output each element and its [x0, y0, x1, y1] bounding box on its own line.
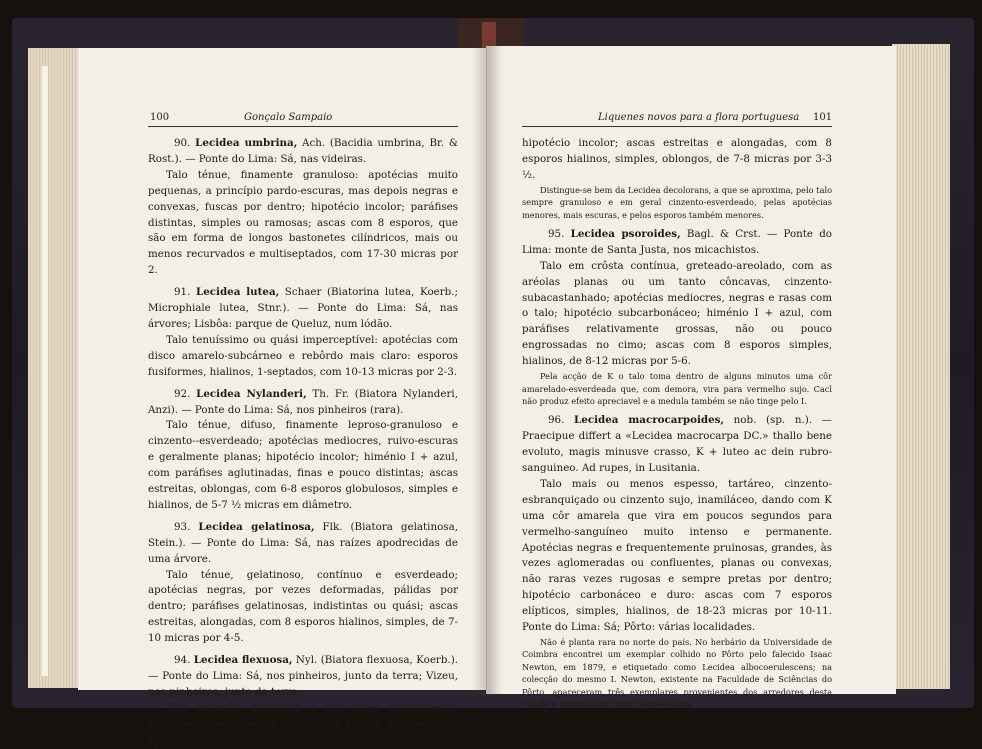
note-herbarium [522, 636, 832, 710]
entry-93-description: Talo ténue, gelatinoso, contínuo e esverdeado; apotécias negras, por vezes deformadas, pálidas por dentro; paráfises gelatinosas, indistintas ou quási; ascas estreitas, alongadas, com 8 esporos hialinos, simples, de 7-10 micras por 4-5. [148, 568, 458, 645]
entry-number: 90. [174, 137, 191, 149]
left-page-number: 100 [150, 112, 170, 123]
entry-number: 93. [174, 520, 191, 533]
right-header-rule [522, 126, 832, 127]
entry-details: Bagl. & Crst. — Ponte do Lima: monte de Santa Justa, nos micachistos. [522, 227, 832, 256]
left-running-head: Gonçalo Sampaio [244, 112, 333, 123]
entry-95-description: Talo em crôsta contínua, greteado-areolado, com as aréolas planas ou um tanto côncavas, cinzento-subacastanhado; apotécias mediocres, negras e rasas com o talo; hipotécio subcarbonáceo; himénio I + azul, com paráfises relativamente grossas, não ou pouco engrossadas no cimo; ascas com 8 esporos simples, hialinos, de 8-12 micras por 5-6. [522, 259, 832, 368]
species-name: Lecidea flexuosa, [193, 654, 293, 667]
left-header-rule [148, 126, 458, 127]
entry-details: Nyl. (Biatora flexuosa, Koerb.). — Ponte do Lima: Sá, nos pinheiros, junto da terra; Vizeu, nos pinheiros, junto da terra. [148, 654, 458, 698]
entry-91-description: Talo tenuíssimo ou quási imperceptível: apotécias com disco amarelo-subcárneo e rebôrdo mais claro: esporos fusiformes, hialinos, 1-septados, com 10-13 micras por 2-3. [148, 333, 458, 378]
entry-96-description: Talo mais ou menos espesso, tartáreo, cinzento-esbranquiçado ou cinzento sujo, inamiláceo, dando com K uma côr amarela que vira em poucos segundos para vermelho-sanguíneo muito intenso e permanente. Apotécias negras e frequentemente pruinosas, grandes, às vezes aglomeradas ou confluentes, planas ou convexas, não raras vezes rugosas e sempre pretas por dentro; hipotécio carbonáceo e duro: ascas com 7 esporos elípticos, simples, hialinos, de 18-23 micras por 10-11. Ponte do Lima: Sá; Pôrto: várias localidades. [522, 477, 832, 634]
entry-94-description: Talo delgado, granuloso e por vezes pulverulento, esverdeado ou cinzento, inamiláceo, Cacl + avermelhado; apotécias obscuras: [148, 701, 458, 746]
species-name: Lecidea gelatinosa, [198, 520, 315, 533]
entry-number: 91. [174, 286, 191, 299]
entry-93-heading [148, 520, 458, 568]
entry-number: 92. [174, 387, 191, 400]
entry-number: 96. [548, 414, 565, 427]
entry-95-heading [522, 227, 832, 259]
entry-details: Flk. (Biatora gelatinosa, Stein.). — Ponte do Lima: Sá, nas raízes apodrecidas de uma árvore. [148, 520, 458, 565]
entry-92-description: Talo ténue, difuso, finamente leproso-granuloso e cinzento--esverdeado; apotécias mediocres, ruivo-escuras e geralmente planas; hipotécio incolor; himénio I + azul, com paráfises aglutinadas, finas e pouco distintas; ascas estreitas, oblongas, com 6-8 esporos globulosos, simples e hialinos, de 5-7 ½ micras em diâmetro. [148, 419, 458, 511]
right-page-number: 101 [813, 112, 833, 123]
note-lecidea-decolorans [522, 184, 832, 221]
left-page-text [148, 136, 458, 749]
note-text: Distingue-se bem da Lecidea decolorans, a que se aproxima, pelo talo sempre granuloso e em geral cinzento-esverdeado, pelas apotécias menores, mais escuras, e pelos esporos também menores. [522, 184, 832, 220]
entry-94-heading [148, 653, 458, 701]
entry-details: Schaer (Biatorina lutea, Koerb.; Microphiale lutea, Stnr.). — Ponte do Lima: Sá, nas árvores; Lisbôa: parque de Queluz, num lódão. [148, 286, 458, 330]
entry-details: Th. Fr. (Biatora Nylanderi, Anzi). — Ponte do Lima: Sá, nos pinheiros (rara). [148, 387, 458, 416]
species-name: Lecidea psoroides, [570, 227, 681, 240]
species-name: Lecidea Nylanderi, [196, 387, 307, 400]
entry-number: 94. [174, 654, 191, 667]
species-name: Lecidea umbrina, [195, 137, 298, 149]
note-text: Pela acção de K o talo toma dentro de alguns minutos uma côr amarelado-esverdeada que, com demora, vira para vermelho sujo. Cacl não produz efeito apreciavel e a medula também se não tinge pelo I. [522, 371, 832, 406]
right-page-text [522, 136, 832, 710]
note-text: Não é planta rara no norte do país. No herbário da Universidade de Coimbra encontrei um exemplar colhido no Pôrto pelo falecido Isaac Newton, em 1879, e etiquetado como Lecidea albocoerulescens; na colecção do mesmo I. Newton, existente na Faculdade de Sciências do Pôrto, apareceram três exemplares provenientes dos arredores desta cidade e etiquetados como Lecidea platy- [522, 637, 832, 710]
species-name: Lecidea lutea, [195, 286, 280, 299]
entry-92-heading [148, 387, 458, 419]
species-name: Lecidea macrocarpoides, [574, 414, 725, 427]
note-k-reaction [522, 370, 832, 407]
entry-details: nob. (sp. n.). — Praecipue differt a «Lecidea macrocarpa DC.» thallo bene evoluto, magis minusve crasso, K + luteo ac dein rubro-sanguineo. Ad rupes, in Lusitania. [522, 414, 832, 475]
book-gutter [472, 40, 502, 696]
page-edge-highlight [42, 66, 48, 676]
entry-96-heading [522, 413, 832, 477]
right-running-head: Liquenes novos para a flora portuguesa [598, 112, 800, 123]
entry-details: Ach. (Bacidia umbrina, Br. & Rost.). — Ponte do Lima: Sá, nas videiras. [148, 137, 458, 165]
entry-94-continuation: hipotécio incolor; ascas estreitas e alongadas, com 8 esporos hialinos, simples, oblongos, de 7-8 micras por 3-3 ½. [522, 137, 832, 181]
entry-number: 95. [548, 227, 565, 240]
right-page-edges [892, 44, 950, 689]
entry-91-heading [148, 285, 458, 333]
entry-90-description: Talo ténue, finamente granuloso: apotécias muito pequenas, a princípio pardo-escuras, mas depois negras e convexas, fuscas por dentro; hipotécio incolor; paráfises distintas, simples ou ramosas; ascas com 8 esporos, que são em forma de longos bastonetes cilíndricos, mais ou menos recurvados e multiseptados, com 17-30 micras por 2. [148, 168, 458, 277]
entry-90-heading [148, 136, 458, 168]
